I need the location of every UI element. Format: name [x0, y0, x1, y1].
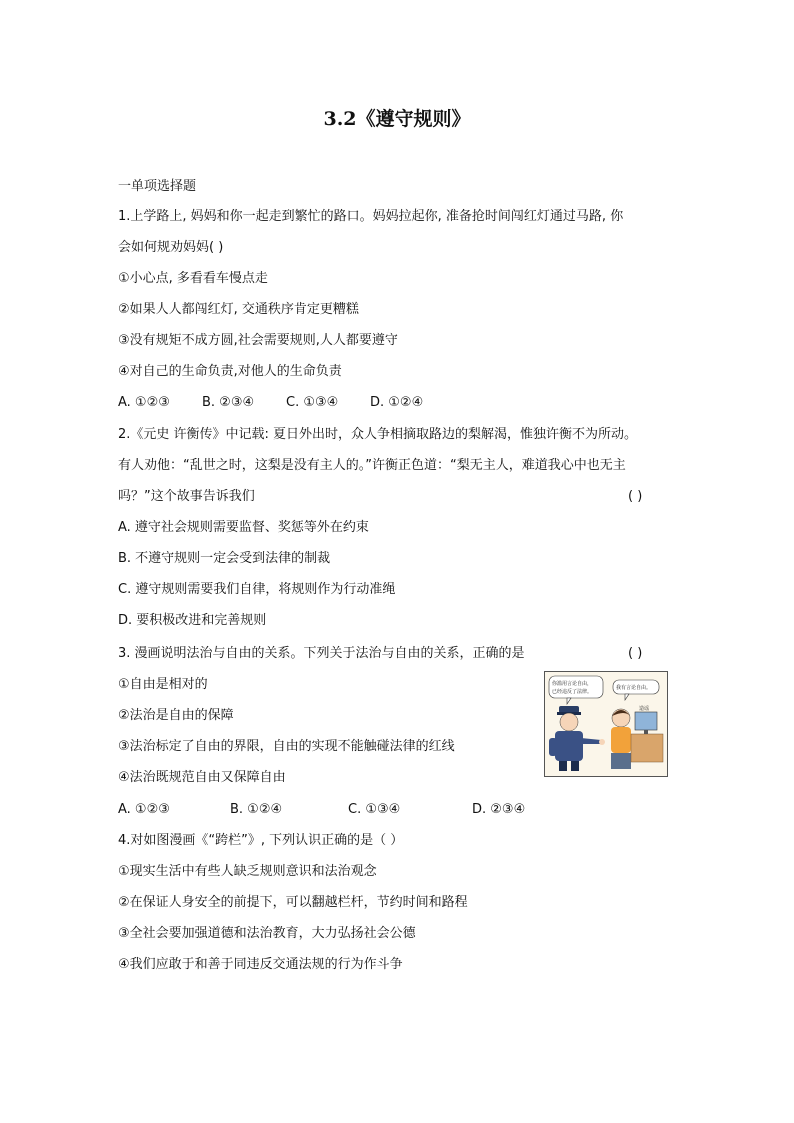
question-2-stem-line-1: 2.《元史 许衡传》中记载: 夏日外出时，众人争相摘取路边的梨解渴，惟独许衡不为所动。	[118, 427, 638, 442]
cartoon-screen-text: 造谣	[639, 706, 650, 712]
question-3-stem: 3. 漫画说明法治与自由的关系。下列关于法治与自由的关系，正确的是	[118, 646, 525, 661]
cartoon-bubble-right: 我有言论自由。	[616, 685, 652, 691]
cartoon-bubble-left-line-2: 已经违反了法律。	[552, 689, 593, 695]
question-3-option-b[interactable]: B. ①②④	[230, 802, 283, 817]
question-1-stem-line-1: 1.上学路上, 妈妈和你一起走到繁忙的路口。妈妈拉起你, 准备抢时间闯红灯通过马路, 你	[118, 209, 624, 224]
question-3-answer-blank: ( )	[628, 646, 643, 661]
question-2-stem-line-2: 有人劝他：“乱世之时，这梨是没有主人的。”许衡正色道：“梨无主人，难道我心中也无主	[118, 458, 626, 473]
question-4-stem: 4.对如图漫画《“跨栏”》, 下列认识正确的是（ ）	[118, 833, 404, 848]
page-title: 3.2《遵守规则》	[323, 108, 471, 130]
cartoon-freedom-law	[544, 671, 668, 777]
question-2-option-a[interactable]: A. 遵守社会规则需要监督、奖惩等外在约束	[118, 520, 369, 535]
question-2-option-b[interactable]: B. 不遵守规则一定会受到法律的制裁	[118, 551, 331, 566]
question-1-item: ④对自己的生命负责,对他人的生命负责	[118, 364, 342, 379]
boy-figure	[611, 709, 631, 769]
question-3-item: ②法治是自由的保障	[118, 708, 234, 723]
question-1-item: ③没有规矩不成方圆,社会需要规则,人人都要遵守	[118, 333, 398, 348]
question-3-option-d[interactable]: D. ②③④	[472, 802, 526, 817]
question-2-stem-line-3: 吗？”这个故事告诉我们	[118, 489, 255, 504]
question-1-option-a[interactable]: A. ①②③	[118, 395, 170, 410]
question-4-item: ②在保证人身安全的前提下，可以翻越栏杆，节约时间和路程	[118, 895, 468, 910]
question-2-option-c[interactable]: C. 遵守规则需要我们自律，将规则作为行动准绳	[118, 582, 396, 597]
question-4-item: ①现实生活中有些人缺乏规则意识和法治观念	[118, 864, 377, 879]
question-3-option-a[interactable]: A. ①②③	[118, 802, 170, 817]
question-2-option-d[interactable]: D. 要积极改进和完善规则	[118, 613, 267, 628]
section-heading: 一单项选择题	[118, 179, 197, 194]
question-2-answer-blank: ( )	[628, 489, 643, 504]
question-1-option-b[interactable]: B. ②③④	[202, 395, 255, 410]
question-1-item: ②如果人人都闯红灯, 交通秩序肯定更糟糕	[118, 302, 359, 317]
question-3-item: ④法治既规范自由又保障自由	[118, 770, 286, 785]
question-1-option-d[interactable]: D. ①②④	[370, 395, 424, 410]
question-3-item: ①自由是相对的	[118, 677, 208, 692]
question-3-option-c[interactable]: C. ①③④	[348, 802, 401, 817]
question-4-item: ③全社会要加强道德和法治教育，大力弘扬社会公德	[118, 926, 416, 941]
question-1-item: ①小心点, 多看看车慢点走	[118, 271, 268, 286]
cartoon-bubble-left-line-1: 你滥用言论自由，	[552, 681, 593, 687]
question-1-option-c[interactable]: C. ①③④	[286, 395, 339, 410]
question-4-item: ④我们应敢于和善于同违反交通法规的行为作斗争	[118, 957, 403, 972]
question-1-stem-line-2: 会如何规劝妈妈( )	[118, 240, 224, 255]
question-3-item: ③法治标定了自由的界限，自由的实现不能触碰法律的红线	[118, 739, 455, 754]
